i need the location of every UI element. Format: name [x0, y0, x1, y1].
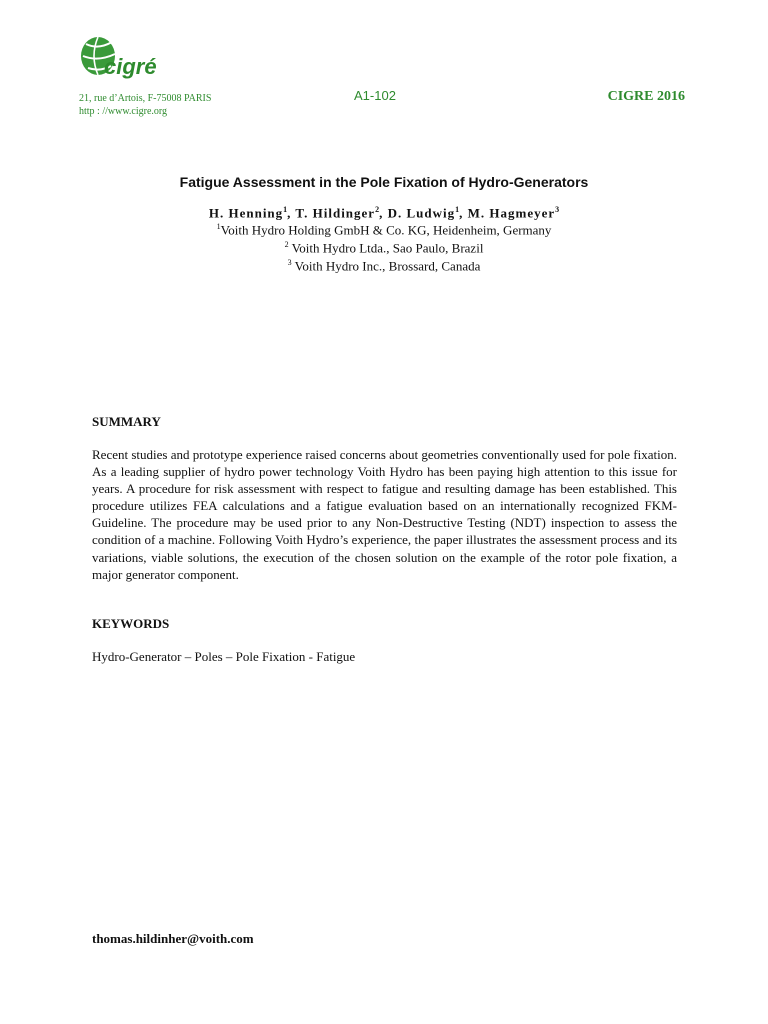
website-line: http : //www.cigre.org: [79, 106, 168, 117]
affiliation-number: 3: [287, 258, 292, 267]
author-name: T. Hildinger: [295, 205, 376, 221]
affiliation-text: Voith Hydro Inc., Brossard, Canada: [291, 258, 481, 274]
author-name: M. Hagmeyer: [467, 205, 556, 221]
affiliation: [0, 258, 768, 274]
author-affiliation-mark: 3: [555, 205, 560, 214]
conference-label: CIGRE 2016: [607, 89, 685, 104]
affiliation: [0, 240, 768, 256]
cigre-globe-icon: [78, 34, 168, 84]
author-name: D. Ludwig: [387, 205, 456, 221]
affiliation-text: Voith Hydro Holding GmbH & Co. KG, Heidenheim, Germany: [220, 222, 552, 238]
affiliation: [0, 222, 768, 238]
logo-text: cigré: [104, 54, 157, 79]
cigre-logo: [78, 34, 168, 84]
author-affiliation-mark: 1: [455, 205, 460, 214]
affiliation-number: 2: [284, 240, 289, 249]
document-number: A1-102: [354, 88, 396, 103]
author-list: H. Henning$^1$, T. Hildinger$^2$, D. Ludwig$^1$, M. Hagmeyer$^3$: [208, 205, 560, 221]
author-affiliation-mark: 1: [283, 205, 288, 214]
summary-paragraph: Recent studies and prototype experience raised concerns about geometries conventionally used for pole fixation. As a leading supplier of hydro power technology Voith Hydro has been paying high attention to this issue for years. A procedure for risk assessment with respect to fatigue and resulting damage has been established. This procedure utilizes FEA calculations and a fatigue evaluation based on an internationally recognized FKM-Guideline. The procedure may be used prior to any Non-Destructive Testing (NDT) inspection to assess the condition of a machine. Following Voith Hydro’s experience, the paper illustrates the assessment process and its variations, viable solutions, the execution of the chosen solution on the example of the rotor pole fixation, a major generator component.: [92, 447, 677, 582]
paper-title: Fatigue Assessment in the Pole Fixation of Hydro-Generators: [179, 174, 589, 190]
affiliation-text: Voith Hydro Ltda., Sao Paulo, Brazil: [288, 240, 484, 256]
contact-email[interactable]: thomas.hildinher@voith.com: [92, 931, 254, 946]
affiliation-number: 1: [216, 222, 221, 231]
author-name: H. Henning: [208, 205, 284, 221]
summary-heading: SUMMARY: [92, 414, 161, 429]
address-line: 21, rue d’Artois, F-75008 PARIS: [79, 93, 212, 104]
keywords-heading: KEYWORDS: [92, 616, 170, 631]
keywords-list: Hydro-Generator – Poles – Pole Fixation - Fatigue: [92, 649, 356, 664]
author-affiliation-mark: 2: [375, 205, 380, 214]
